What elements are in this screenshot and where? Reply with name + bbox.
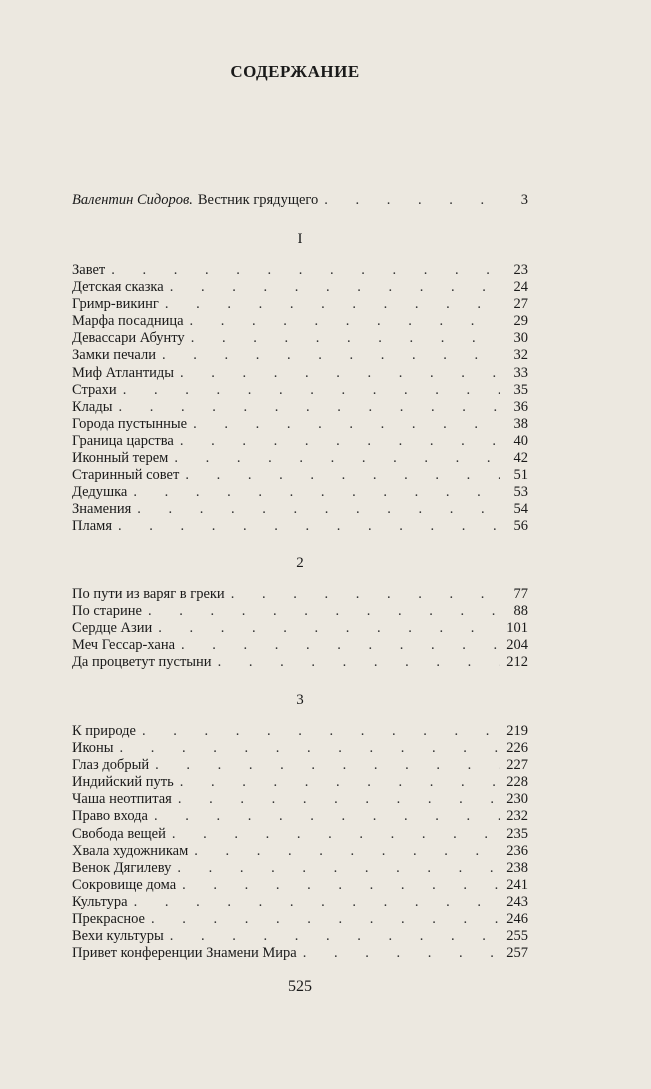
toc-entry-title: Миф Атлантиды (72, 364, 175, 381)
section-number-2: 2 (296, 555, 304, 571)
toc-entry-page: 243 (506, 893, 528, 910)
toc-entry (72, 262, 528, 279)
toc-entry-title: Знамения (72, 501, 132, 518)
toc-entry-title: Старинный совет (72, 467, 180, 484)
toc-entry-title: Города пустынные (72, 415, 188, 432)
intro-author: Валентин Сидоров. (72, 192, 193, 208)
page-number: 525 (288, 978, 312, 995)
toc-entry-page: 40 (513, 432, 528, 449)
leader-dots (154, 808, 500, 825)
toc-entry-page: 56 (513, 518, 528, 535)
toc-entry-title: Граница царства (72, 432, 174, 449)
toc-entry-title: Меч Гессар-хана (72, 637, 176, 654)
toc-entry-page: 30 (513, 330, 528, 347)
toc-entry-title: Сердце Азии (72, 620, 153, 637)
toc-entry (72, 860, 528, 877)
toc-entry-page: 24 (513, 279, 528, 296)
leader-dots (162, 347, 500, 364)
toc-entry-title: Детская сказка (72, 279, 164, 296)
leader-dots (177, 860, 500, 877)
leader-dots (181, 637, 500, 654)
toc-entry-page: 36 (513, 398, 528, 415)
toc-entry (72, 877, 528, 894)
leader-dots (170, 928, 500, 945)
toc-entry-page: 227 (506, 757, 528, 774)
toc-entry (72, 330, 528, 347)
toc-entry (72, 654, 528, 671)
leader-dots (120, 740, 500, 757)
toc-entry-title: Привет конференции Знамени Мира (72, 945, 297, 962)
leader-dots (231, 586, 500, 603)
toc-entry (72, 279, 528, 296)
toc-entry-title: Дедушка (72, 484, 128, 501)
toc-entry-title: Девассари Абунту (72, 330, 185, 347)
leader-dots (174, 450, 500, 467)
toc-entry (72, 450, 528, 467)
leader-dots (158, 620, 500, 637)
leader-dots (193, 416, 500, 433)
toc-entry-title: Венок Дягилеву (72, 859, 172, 876)
leader-dots (165, 296, 500, 313)
intro-work: Вестник грядущего (197, 192, 319, 208)
toc-entry-page: 32 (513, 347, 528, 364)
section-2-list (72, 586, 528, 671)
leader-dots (172, 826, 500, 843)
toc-entry-title: Индийский путь (72, 774, 174, 791)
toc-entry-page: 257 (506, 945, 528, 962)
toc-entry (72, 518, 528, 535)
toc-entry-title: К природе (72, 723, 136, 739)
page-title: СОДЕРЖАНИЕ (230, 62, 360, 81)
toc-entry-page: 230 (506, 791, 528, 808)
toc-entry (72, 603, 528, 620)
toc-entry-page: 101 (506, 620, 528, 637)
leader-dots (303, 945, 500, 962)
toc-entry (72, 774, 528, 791)
toc-entry-title: Культура (72, 893, 128, 910)
toc-entry-title: Вехи культуры (72, 928, 164, 945)
leader-dots (218, 654, 500, 671)
leader-dots (178, 791, 500, 808)
toc-entry (72, 399, 528, 416)
leader-dots (111, 262, 500, 279)
intro-page: 3 (520, 192, 528, 208)
toc-entry-page: 51 (513, 467, 528, 484)
toc-entry-title: Свобода вещей (72, 825, 166, 842)
toc-entry (72, 382, 528, 399)
toc-entry-page: 255 (506, 928, 528, 945)
toc-entry-title: Чаша неотпитая (72, 791, 172, 808)
toc-entry (72, 826, 528, 843)
toc-entry-title: Хвала художникам (72, 842, 189, 859)
toc-entry (72, 347, 528, 364)
toc-entry (72, 433, 528, 450)
leader-dots (142, 723, 500, 740)
toc-entry (72, 365, 528, 382)
toc-entry (72, 501, 528, 518)
toc-entry-title: Страхи (72, 381, 117, 398)
intro-entry (72, 192, 528, 209)
toc-entry-title: Марфа посадница (72, 313, 184, 330)
toc-entry (72, 757, 528, 774)
section-number-3: 3 (296, 692, 304, 708)
toc-entry-page: 228 (506, 774, 528, 791)
toc-entry-page: 77 (513, 586, 528, 602)
toc-entry (72, 313, 528, 330)
toc-entry (72, 586, 528, 603)
toc-entry (72, 296, 528, 313)
leader-dots (151, 911, 500, 928)
toc-entry (72, 791, 528, 808)
toc-entry-title: Право входа (72, 808, 148, 825)
toc-entry-title: Иконы (72, 740, 114, 757)
toc-entry-page: 33 (513, 364, 528, 381)
leader-dots (191, 330, 500, 347)
leader-dots (155, 757, 500, 774)
toc-entry-page: 35 (513, 381, 528, 398)
toc-entry-title: Замки печали (72, 347, 156, 364)
toc-entry-title: Иконный терем (72, 450, 169, 467)
section-1-list (72, 262, 528, 536)
toc-entry (72, 894, 528, 911)
leader-dots (180, 365, 500, 382)
toc-entry (72, 808, 528, 825)
toc-entry-page: 29 (513, 313, 528, 330)
toc-entry-title: Да процветут пустыни (72, 654, 212, 671)
toc-entry (72, 911, 528, 928)
toc-entry-title: Сокровище дома (72, 876, 177, 893)
toc-entry-page: 54 (513, 501, 528, 518)
section-number-1: I (297, 231, 303, 247)
leader-dots (148, 603, 500, 620)
leader-dots (118, 399, 500, 416)
toc-entry-page: 42 (513, 450, 528, 467)
toc-entry-title: По старине (72, 603, 142, 620)
leader-dots (134, 894, 500, 911)
toc-entry (72, 723, 528, 740)
toc-entry-title: По пути из варяг в греки (72, 586, 225, 602)
leader-dots (190, 313, 500, 330)
leader-dots (137, 501, 500, 518)
leader-dots (324, 192, 500, 209)
toc-entry-page: 219 (506, 723, 528, 739)
leader-dots (170, 279, 500, 296)
toc-entry (72, 945, 528, 962)
toc-entry-page: 238 (506, 859, 528, 876)
toc-entry-page: 204 (506, 637, 528, 654)
toc-entry-title: Клады (72, 398, 113, 415)
toc-entry-title: Пламя (72, 518, 112, 535)
toc-entry-page: 226 (506, 740, 528, 757)
section-3-list (72, 723, 528, 962)
toc-entry-page: 23 (513, 262, 528, 278)
leader-dots (185, 467, 500, 484)
toc-entry-page: 88 (513, 603, 528, 620)
toc-entry (72, 416, 528, 433)
toc-entry-title: Прекрасное (72, 911, 145, 928)
toc-entry-title: Глаз добрый (72, 757, 150, 774)
toc-entry-page: 241 (506, 876, 528, 893)
toc-entry (72, 843, 528, 860)
toc-entry-page: 27 (513, 296, 528, 313)
toc-entry-page: 232 (506, 808, 528, 825)
toc-entry (72, 637, 528, 654)
toc-entry-page: 236 (506, 842, 528, 859)
toc-entry-page: 246 (506, 911, 528, 928)
leader-dots (180, 774, 500, 791)
toc-entry (72, 620, 528, 637)
toc-entry (72, 928, 528, 945)
toc-entry (72, 467, 528, 484)
toc-entry-title: Гримр-викинг (72, 296, 159, 313)
toc-entry-page: 38 (513, 415, 528, 432)
toc-entry-page: 212 (506, 654, 528, 671)
toc-entry-title: Завет (72, 262, 106, 278)
leader-dots (180, 433, 500, 450)
toc-entry-page: 53 (513, 484, 528, 501)
toc-entry (72, 740, 528, 757)
leader-dots (194, 843, 500, 860)
toc-entry (72, 484, 528, 501)
leader-dots (182, 877, 500, 894)
toc-entry-page: 235 (506, 825, 528, 842)
leader-dots (123, 382, 500, 399)
leader-dots (118, 518, 500, 535)
leader-dots (133, 484, 500, 501)
